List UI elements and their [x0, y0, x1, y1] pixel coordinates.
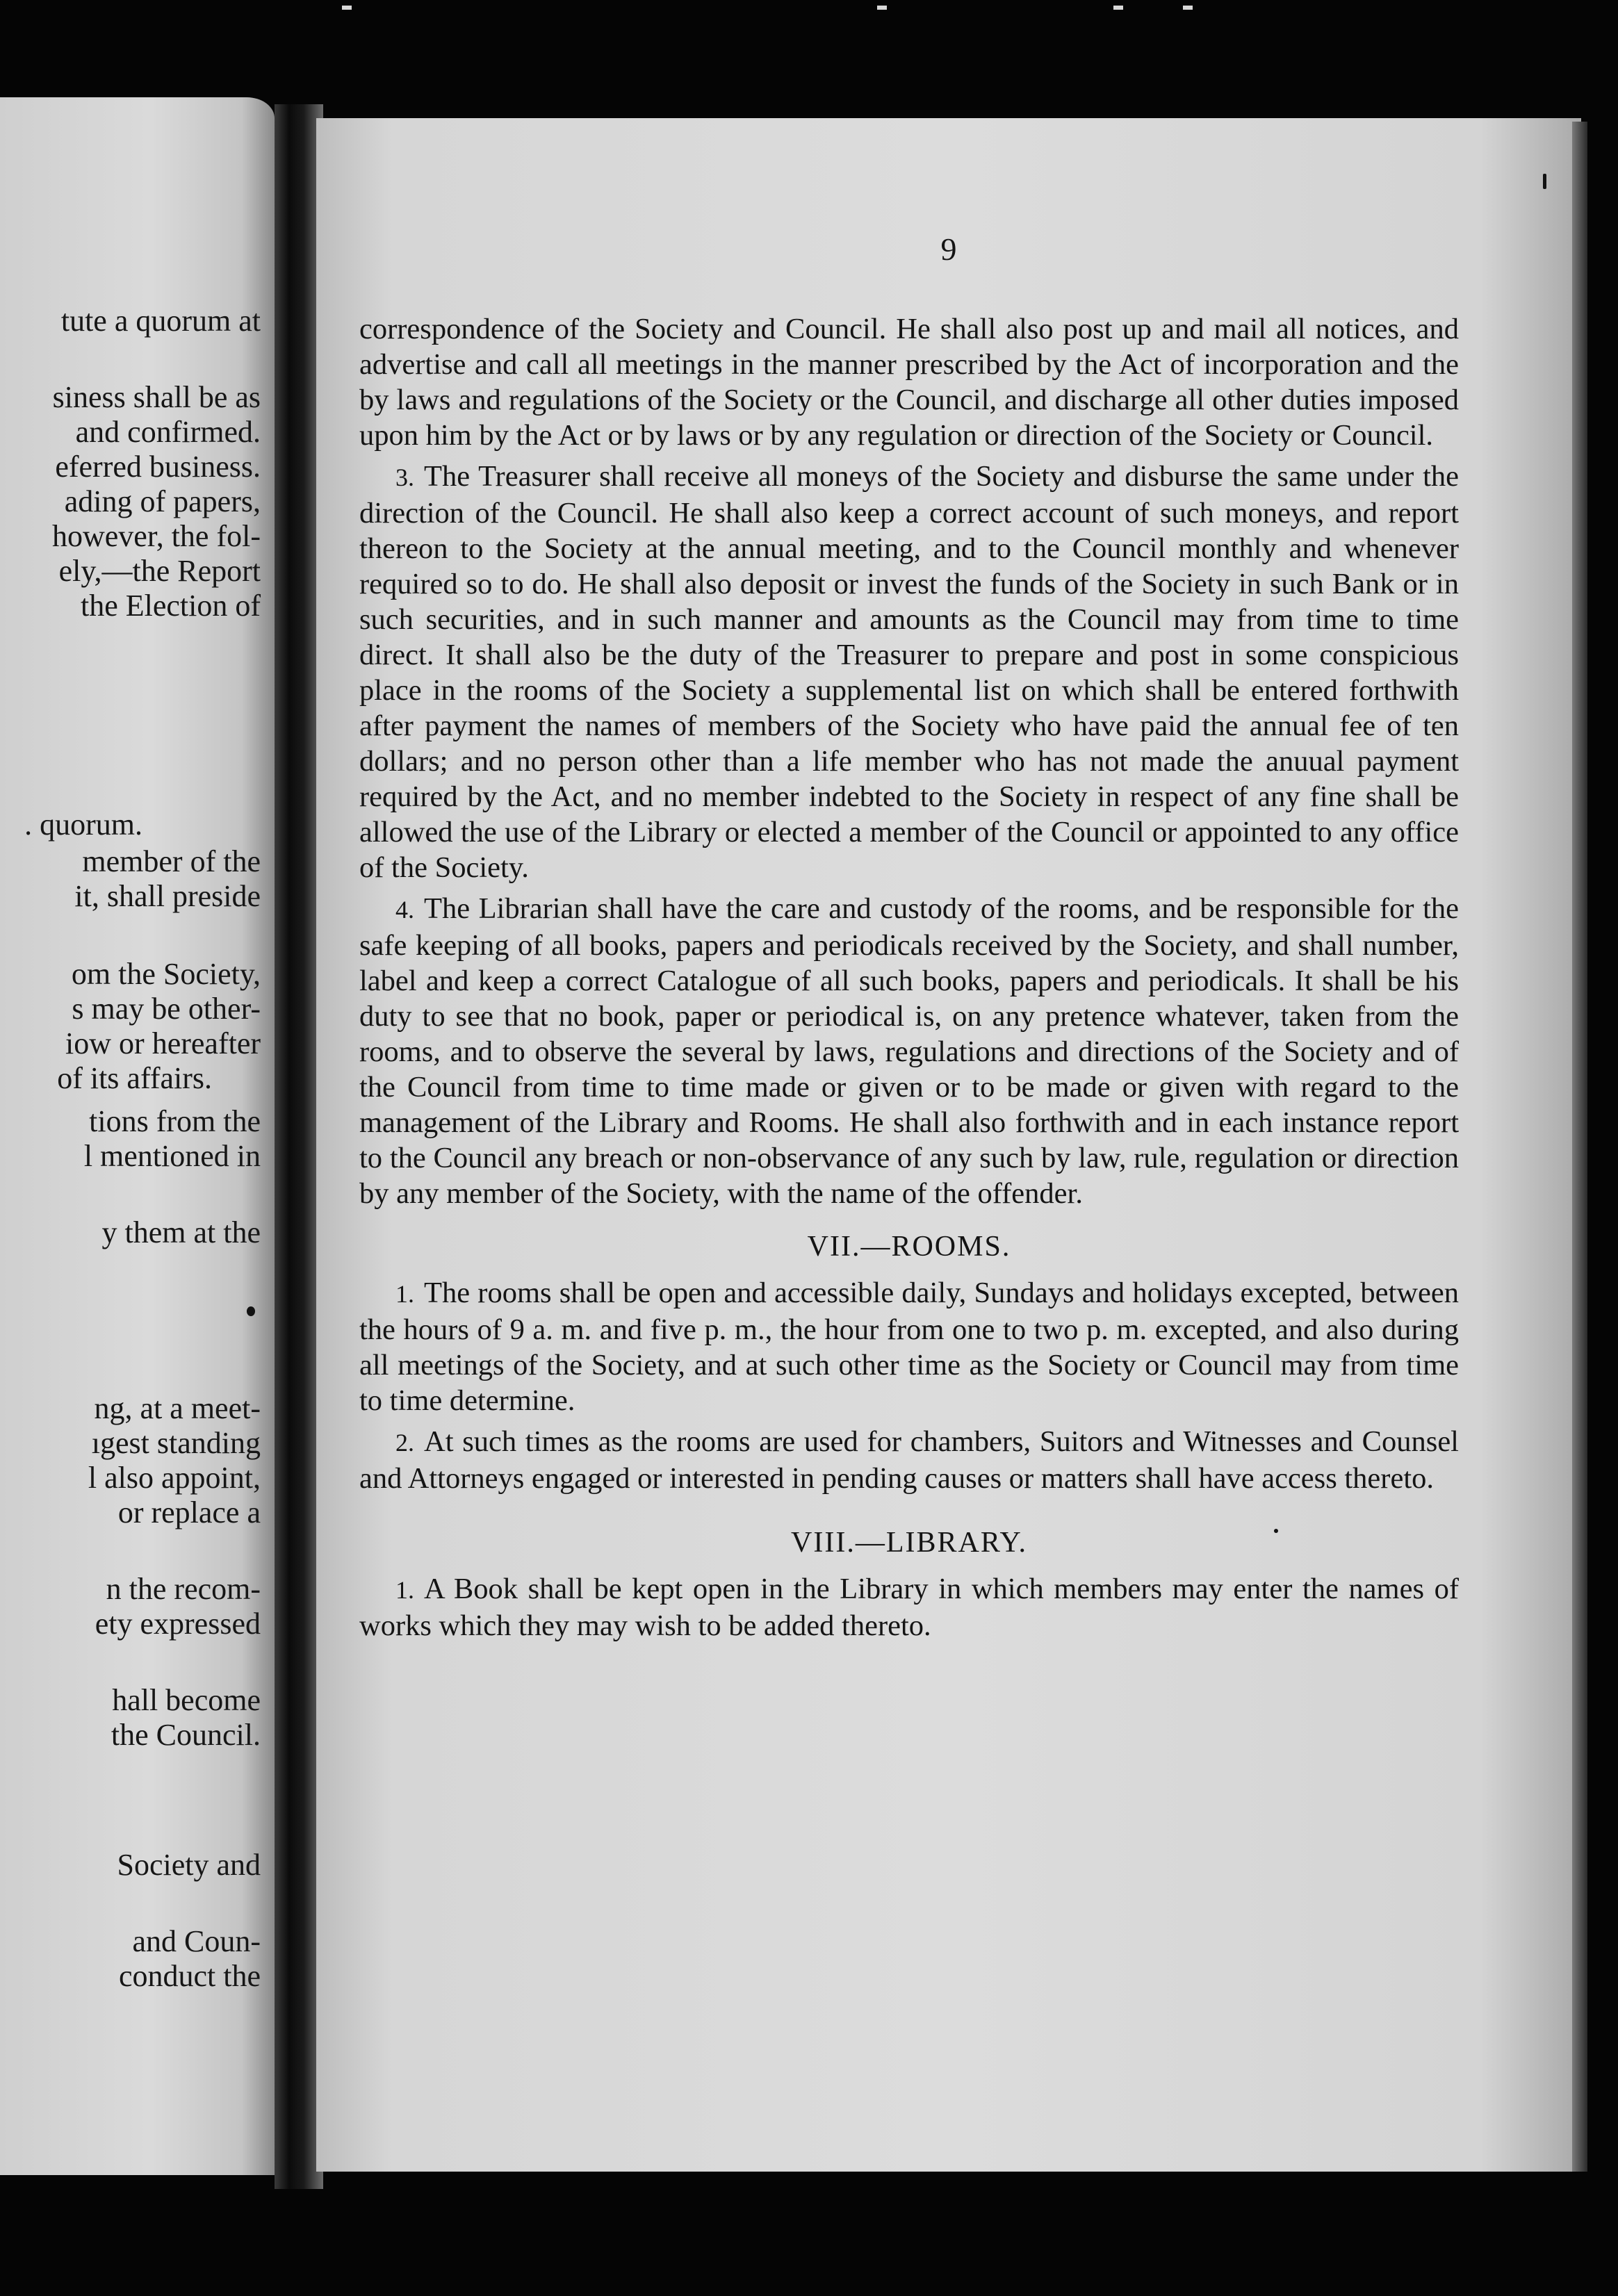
page-edge — [1572, 122, 1587, 2172]
left-fragment: the Council. — [111, 1718, 261, 1752]
rooms-item-2 — [359, 1424, 1459, 1496]
left-fragment: member of the — [82, 844, 261, 878]
paragraph-number: 1. — [395, 1576, 414, 1604]
ink-speck — [247, 1306, 255, 1316]
left-fragment: y them at the — [101, 1215, 261, 1249]
left-fragment: s may be other- — [72, 992, 261, 1026]
page-body — [359, 311, 1459, 1649]
paragraph-text: A Book shall be kept open in the Library in which members may enter the names of works which they may wish to be added thereto. — [359, 1573, 1459, 1642]
ink-speck — [1543, 174, 1546, 189]
rooms-item-1 — [359, 1275, 1459, 1418]
paragraph-number: 4. — [395, 896, 414, 924]
left-fragment: ety expressed — [95, 1607, 261, 1641]
left-fragment: however, the fol- — [51, 519, 261, 553]
section-heading-library: VIII.—LIBRARY. — [791, 1527, 1027, 1559]
left-fragment: n the recom- — [106, 1572, 261, 1606]
left-fragment: eferred business. — [55, 450, 261, 484]
paragraph-number: 2. — [395, 1429, 414, 1457]
paragraph-3 — [359, 459, 1459, 885]
left-fragment: tions from the — [89, 1104, 261, 1138]
left-fragment: ading of papers, — [64, 484, 261, 518]
page-number: 9 — [940, 231, 957, 267]
left-fragment: l mentioned in — [83, 1139, 261, 1173]
left-fragment: or replace a — [117, 1495, 261, 1530]
left-fragment: siness shall be as — [52, 380, 261, 414]
paragraph-number: 3. — [395, 464, 414, 491]
left-fragment: and Coun- — [132, 1924, 261, 1958]
ink-speck — [1274, 1529, 1278, 1533]
library-item-1 — [359, 1571, 1459, 1643]
left-fragment: ely,—the Report — [58, 554, 261, 588]
left-fragment: ıgest standing — [91, 1426, 261, 1460]
scan-border-marks — [0, 0, 1618, 21]
paragraph-text: The rooms shall be open and accessible daily, Sundays and holidays excepted, between the hours of 9 a. m. and five p. m., the hour from one to two p. m. excepted, and also during all meetings of the Society, and at such other time as the Society or Council may from time to time determine. — [359, 1277, 1459, 1417]
left-fragment: om the Society, — [71, 957, 261, 991]
left-fragment: hall become — [112, 1683, 261, 1717]
left-fragment: tute a quorum at — [60, 304, 261, 338]
left-fragment: it, shall preside — [74, 879, 261, 913]
continued-paragraph: correspondence of the Society and Council. He shall also post up and mail all notices, and advertise and call all meetings in the manner prescribed by the Act of incorporation and the by laws and regulations of the Society or the Council, and discharge all other duties imposed upon him by the Act or by laws or by any regulation or direction of the Society or Council. — [359, 313, 1459, 452]
section-heading-rooms: VII.—ROOMS. — [807, 1231, 1011, 1263]
left-fragment: l also appoint, — [88, 1461, 261, 1495]
left-fragment: conduct the — [118, 1959, 261, 1993]
left-fragment: . quorum. — [24, 807, 142, 842]
left-fragment: Society and — [117, 1848, 261, 1882]
left-fragment: of its affairs. — [57, 1061, 212, 1095]
paragraph-text: The Librarian shall have the care and custody of the rooms, and be responsible for the safe keeping of all books, papers and periodicals received by the Society, and shall number, label and keep a correct Catalogue of all such books, papers and periodicals. It shall be his duty to see that no book, paper or periodical is, on any pretence whatever, taken from the rooms, and to observe the several by laws, regulations and directions of the Society and of the Council from time to time made or given or to be made or given with regard to the management of the Library and Rooms. He shall also forthwith and in each instance report to the Council any breach or non-observance of any such by law, rule, regulation or direction by any member of the Society, with the name of the offender. — [359, 892, 1459, 1210]
right-page — [316, 118, 1581, 2172]
left-fragment: and confirmed. — [75, 415, 261, 449]
left-fragment: the Election of — [80, 589, 261, 623]
left-fragment: ng, at a meet- — [94, 1391, 261, 1425]
paragraph-text: At such times as the rooms are used for chambers, Suitors and Witnesses and Counsel and Attorneys engaged or interested in pending causes or matters shall have access thereto. — [359, 1425, 1459, 1495]
left-facing-page — [0, 97, 275, 2175]
left-fragment: iow or hereafter — [65, 1026, 261, 1060]
paragraph-4 — [359, 891, 1459, 1211]
paragraph-text: The Treasurer shall receive all moneys of the Society and disburse the same under the direction of the Council. He shall also keep a correct account of such moneys, and report thereon to the Society at the annual meeting, and to the Council monthly and whenever required so to do. He shall also deposit or invest the funds of the Society in such Bank or in such securities, and in such manner and amounts as the Council may from time to time direct. It shall also be the duty of the Treasurer to prepare and post in some conspicious place in the rooms of the Society a supplemental list on which shall be entered forthwith after payment the names of members of the Society who have paid the annual fee of ten dollars; and no person other than a life member who has not made the anuual payment required by the Act, and no member indebted to the Society in respect of any fine shall be allowed the use of the Library or elected a member of the Council or appointed to any office of the Society. — [359, 460, 1459, 884]
paragraph-number: 1. — [395, 1280, 414, 1308]
